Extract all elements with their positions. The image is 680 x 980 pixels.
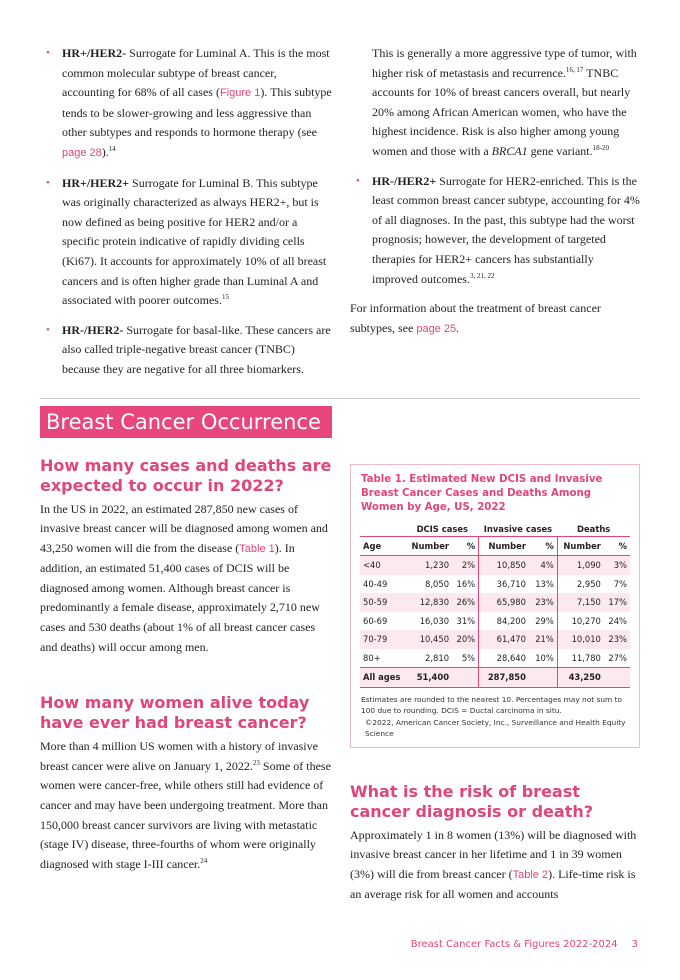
treatment-note (350, 299, 640, 339)
column-header: Number (479, 536, 529, 556)
table-cell: 10% (535, 652, 554, 663)
table-row (360, 556, 630, 575)
text-segment: Surrogate for basal-like. These cancers are also called triple-negative breast cancer (TNBC) because they are negative for all three biomarkers. (62, 322, 331, 376)
citation: 24 (200, 856, 208, 865)
subtype-label: HR+/HER2+ (62, 175, 130, 190)
citation: 14 (108, 144, 116, 153)
text-segment: ). In addition, an estimated 51,400 cases of DCIS will be diagnosed among women. Although breast cancer is predominantly a female disease, approximately 2,710 new cases and 530 deaths (about 1% of all breast cancer cases and deaths) will occur among men. (40, 540, 320, 654)
text-segment: . (456, 320, 460, 335)
text-segment: Surrogate for Luminal B. This subtype was originally characterized as always HER2+, but is now defined as being positive for HER2 and/or a specific protein indicative of rapidly dividing cells (Ki67). It accounts for approximately 10% of all breast cancers and is often higher grade than Luminal A and associated with poorer outcomes. (62, 175, 327, 308)
text-segment: More than 4 million US women with a history of invasive breast cancer were alive on January 1, 2022. (40, 739, 318, 773)
cross-reference-link[interactable]: Table 2 (512, 868, 549, 881)
right-column-bottom (350, 456, 640, 915)
cases-deaths-text (40, 500, 332, 658)
cases-table (360, 523, 630, 688)
text-segment: For information about the treatment of breast cancer subtypes, see (350, 301, 601, 335)
text-segment: This is generally a more aggressive type of tumor, with higher risk of metastasis and recurrence. (372, 46, 637, 80)
bullet-icon: • (356, 174, 360, 187)
table-row (360, 575, 630, 594)
text-segment: Surrogate for HER2-enriched. This is the least common breast cancer subtype, accounting for 4% of all diagnoses. In the past, this subtype had the worst prognosis; however, the development of targeted therapies for HER2+ cancers has substantially improved outcomes. (372, 173, 640, 286)
citation: 16, 17 (565, 65, 584, 74)
column-header: Number (406, 536, 452, 556)
table-1 (350, 464, 640, 748)
list-item-continued (350, 44, 640, 162)
table-cell: 8,050 (425, 578, 450, 589)
table-cell: 10,850 (479, 556, 529, 575)
table-cell: All ages (360, 668, 406, 688)
page-number: 3 (631, 938, 638, 950)
text-segment: ). This subtype tends to be slower-growing and less aggressive than other subtypes and responds to hormone therapy (see (62, 85, 332, 140)
citation: 3, 21, 22 (469, 271, 495, 280)
table-cell: 11,780 (557, 649, 604, 668)
table-cell: 36,710 (479, 575, 529, 594)
table-cell: 60-69 (363, 615, 388, 626)
heading-risk: What is the risk of breast cancer diagnosis or death? (350, 781, 594, 821)
list-item (350, 172, 640, 290)
occurrence-section (40, 456, 640, 915)
table-cell: 16% (456, 578, 476, 589)
column-header: % (529, 536, 557, 556)
footer (40, 939, 640, 950)
table-cell (452, 668, 479, 688)
text-segment: Some of these women were cancer-free, while others still had evidence of cancer and may have been undergoing treatment. More than 150,000 breast cancer survivors are living with metastatic (stage IV) disease, three-fourths of whom were originally diagnosed with stage I-III cancer. (40, 758, 331, 871)
table-cell (529, 668, 557, 688)
table-cell: 23% (604, 630, 630, 649)
column-header: % (452, 536, 479, 556)
cross-reference-link[interactable]: Figure 1 (219, 87, 261, 100)
table-cell: 5% (461, 652, 476, 663)
citation: 18-20 (592, 143, 609, 152)
table-cell: 31% (456, 615, 476, 626)
table-row (360, 630, 630, 649)
heading-survivors: How many women alive today have ever had breast cancer? (40, 693, 310, 733)
tnbc-continued (372, 44, 640, 162)
text-segment: ). Life-time risk is an average risk for all women and accounts (350, 866, 636, 902)
table-cell: 80+ (363, 652, 381, 663)
table-row (360, 593, 630, 612)
bullet-icon: • (46, 323, 50, 336)
text-segment: ). (101, 144, 109, 159)
cross-reference-link[interactable]: page 25 (416, 322, 457, 335)
table-cell: 27% (608, 652, 627, 663)
table-cell: 43,250 (557, 668, 604, 688)
citation: 15 (221, 293, 229, 302)
table-cell: 10,450 (406, 630, 452, 649)
table-row (360, 612, 630, 631)
right-column-top (350, 44, 640, 349)
table-cell: 50-59 (360, 593, 406, 612)
subtypes-section (40, 44, 640, 390)
table-cell: 29% (535, 615, 554, 626)
subtype-label: HR-/HER2+ (372, 173, 437, 188)
table-copyright: ©2022, American Cancer Society, Inc., Surveillance and Health Equity Science (365, 717, 626, 738)
table-cell: 7,150 (557, 593, 604, 612)
text-segment: gene variant. (527, 143, 593, 158)
table-note: Estimates are rounded to the nearest 10. Percentages may not sum to 100 due to rounding. DCIS = Ductal carcinoma in situ. (361, 694, 623, 715)
table-cell: 2,810 (425, 652, 450, 663)
left-column-bottom (40, 456, 332, 885)
text-segment: BRCA1 (491, 143, 528, 158)
table-cell: 1,090 (557, 556, 604, 575)
table-cell: 20% (452, 630, 479, 649)
table-cell: 61,470 (479, 630, 529, 649)
table-cell: 7% (613, 578, 627, 589)
total-row (360, 668, 630, 688)
table-cell: 16,030 (419, 615, 450, 626)
table-cell: <40 (360, 556, 406, 575)
heading-cases-deaths: How many cases and deaths are expected to occur in 2022? (40, 455, 332, 495)
section-title: Breast Cancer Occurrence (40, 406, 332, 438)
column-header: Number (557, 536, 604, 556)
cross-reference-link[interactable]: page 28 (62, 146, 102, 159)
subtype-label: HR-/HER2- (62, 322, 124, 337)
table-cell: 1,230 (406, 556, 452, 575)
table-cell: 3% (604, 556, 630, 575)
bullet-icon: • (46, 176, 50, 189)
table-cell: 21% (529, 630, 557, 649)
table-cell (604, 668, 630, 688)
citation: 23 (252, 758, 260, 767)
column-header: Age (360, 536, 406, 556)
survivors-text (40, 737, 332, 874)
table-cell: 10,270 (557, 612, 604, 631)
table-cell: 26% (452, 593, 479, 612)
subtype-basal (62, 321, 332, 380)
table-cell: 17% (604, 593, 630, 612)
table-cell: 24% (608, 615, 627, 626)
table-cell: 2% (452, 556, 479, 575)
list-item (40, 174, 332, 311)
subtype-her2-enriched (372, 172, 640, 290)
table-cell: 40-49 (363, 578, 388, 589)
table-cell: 23% (529, 593, 557, 612)
group-header: Deaths (577, 524, 611, 534)
bullet-icon: • (46, 47, 50, 59)
text-segment: TNBC accounts for 10% of breast cancers overall, but nearly 20% among African American women, who have the highest incidence. Risk is also higher among young women and those with a (372, 65, 631, 158)
table-cell: 51,400 (406, 668, 452, 688)
table-row (360, 649, 630, 668)
risk-text (350, 826, 640, 905)
divider (40, 398, 640, 399)
group-header: Invasive cases (483, 524, 553, 534)
table-cell: 70-79 (360, 630, 406, 649)
text-segment: Surrogate for Luminal A. This is the most common molecular subtype of breast cancer, accounting for 68% of all cases ( (62, 46, 330, 100)
column-header: % (604, 536, 630, 556)
table-cell: 65,980 (479, 593, 529, 612)
table-cell: 287,850 (479, 668, 529, 688)
subtype-label: HR+/HER2- (62, 46, 127, 60)
text-segment: In the US in 2022, an estimated 287,850 new cases of invasive breast cancer will be diagnosed among women and 43,250 women will die from the disease ( (40, 501, 328, 555)
table-cell: 10,010 (557, 630, 604, 649)
table-cell: 2,950 (557, 575, 604, 594)
text-segment: Approximately 1 in 8 women (13%) will be diagnosed with invasive breast cancer in her lifetime and 1 in 39 women (3%) will die from breast cancer ( (350, 827, 637, 881)
table-cell: 4% (529, 556, 557, 575)
list-item (40, 44, 332, 164)
subtype-luminal-a (62, 44, 332, 164)
subtype-luminal-b (62, 174, 332, 311)
left-column-top (40, 44, 332, 390)
table-cell: 12,830 (406, 593, 452, 612)
table-cell: 13% (535, 578, 554, 589)
footer-title: Breast Cancer Facts & Figures 2022-2024 (410, 938, 618, 950)
list-item (40, 321, 332, 380)
table-cell: 84,200 (479, 612, 529, 631)
group-header: DCIS cases (416, 524, 469, 534)
table-cell: 28,640 (479, 649, 529, 668)
cross-reference-link[interactable]: Table 1 (239, 542, 275, 555)
table-title: Table 1. Estimated New DCIS and Invasive Breast Cancer Cases and Deaths Among Women by Age, US, 2022 (361, 473, 603, 513)
